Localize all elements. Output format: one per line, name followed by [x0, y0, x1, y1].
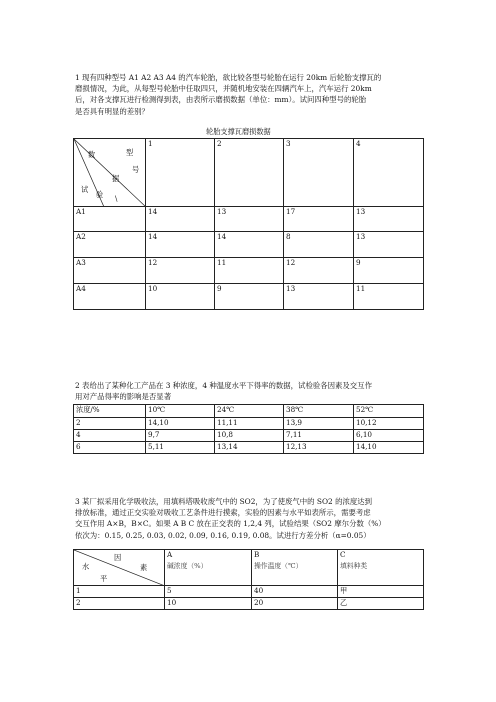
table-row — [74, 284, 424, 310]
table-cell: 10 — [165, 598, 252, 610]
corner-label: 据 — [112, 174, 120, 183]
q3-line: 交互作用 A×B，B×C。如果 A B C 放在正交表的 1,2,4 列，试验结果（SO2 摩尔分数（%） — [75, 519, 386, 529]
table-2-header: 38℃ — [284, 405, 354, 418]
table-cell: 10 — [146, 284, 215, 310]
table-cell: 12 — [284, 258, 354, 284]
factor-letter: A — [167, 550, 173, 559]
table-cell: 10,8 — [215, 430, 284, 442]
yield-table — [73, 404, 424, 454]
table-2-header: 浓度/% — [74, 405, 146, 418]
table-row — [74, 430, 424, 442]
corner-label: 平 — [100, 574, 108, 583]
table-cell: 10,12 — [354, 418, 424, 430]
table-cell: 13 — [215, 207, 284, 232]
corner-label: \ — [115, 194, 118, 203]
table-row — [74, 598, 424, 610]
q1-line: 是否具有明显的差别？ — [75, 106, 149, 116]
table-3-header — [165, 550, 252, 586]
factor-desc: 碱浓度（%） — [167, 562, 208, 570]
corner-label: 试 — [81, 185, 89, 194]
factor-letter: B — [254, 550, 260, 559]
corner-label: 号 — [132, 165, 140, 174]
row-label: A3 — [74, 258, 146, 284]
table-cell: 13,14 — [215, 442, 284, 454]
table-1-header: 1 — [146, 139, 215, 207]
table-cell: 14,10 — [146, 418, 215, 430]
corner-label: 因 — [114, 553, 122, 562]
table-cell: 2 — [74, 598, 165, 610]
question-3-text — [75, 496, 425, 541]
table-cell: 9 — [215, 284, 284, 310]
table-2-header: 52℃ — [354, 405, 424, 418]
q2-line: 2 表给出了某种化工产品在 3 种浓度，4 种温度水平下得率的数据，试检验各因素及交互作 — [75, 381, 372, 390]
q3-line: 排放标准，通过正交实验对吸收工艺条件进行摸索，实验的因素与水平如表所示，需要考虑 — [75, 508, 371, 518]
table-cell: 5,11 — [146, 442, 215, 454]
table-1-caption: 轮胎支撑瓦磨损数据 — [206, 127, 271, 136]
table-cell: 13 — [354, 207, 424, 232]
table-3-header — [338, 550, 424, 586]
table-cell: 13 — [354, 232, 424, 258]
row-label: A4 — [74, 284, 146, 310]
table-row — [74, 232, 424, 258]
table-2-header: 24℃ — [215, 405, 284, 418]
table-row — [74, 207, 424, 232]
table-cell: 12,13 — [284, 442, 354, 454]
table-cell: 8 — [284, 232, 354, 258]
table-cell: 14 — [146, 207, 215, 232]
corner-label: 数 — [88, 150, 96, 159]
table-cell: 11 — [354, 284, 424, 310]
table-1-header: 3 — [284, 139, 354, 207]
table-cell: 40 — [252, 586, 338, 598]
table-cell: 7,11 — [284, 430, 354, 442]
table-row — [74, 258, 424, 284]
table-cell: 1 — [74, 586, 165, 598]
table-cell: 6,10 — [354, 430, 424, 442]
q3-line: 3 某厂拟采用化学吸收法，用填料塔吸收废气中的 SO2，为了使废气中的 SO2 的浓度达到 — [75, 497, 373, 506]
tire-wear-table — [73, 138, 424, 310]
table-cell: 11 — [215, 258, 284, 284]
row-label: A2 — [74, 232, 146, 258]
q1-line: 1 现有四种型号 A1 A2 A3 A4 的汽车轮胎，欲比较各型号轮胎在运行 20km 后轮胎支撑瓦的 — [75, 73, 382, 82]
table-2-header: 10℃ — [146, 405, 215, 418]
row-label: A1 — [74, 207, 146, 232]
corner-label: 型 — [126, 148, 134, 157]
table-cell: 14 — [215, 232, 284, 258]
corner-label: 水 — [82, 562, 90, 571]
table-1-header: 4 — [354, 139, 424, 207]
q1-line: 后，对各支撑瓦进行检测得到表，由表所示磨损数据（单位：mm）。试问四种型号的轮胎 — [75, 95, 367, 105]
table-cell: 9,7 — [146, 430, 215, 442]
table-row — [74, 418, 424, 430]
corner-label: 验 — [96, 190, 104, 199]
corner-label: 素 — [140, 563, 148, 572]
table-cell: 13,9 — [284, 418, 354, 430]
table-3-header — [252, 550, 338, 586]
table-row — [74, 442, 424, 454]
table-cell: 甲 — [338, 586, 424, 598]
question-2-text — [75, 380, 425, 402]
table-cell: 2 — [74, 418, 146, 430]
q1-line: 磨损情况，为此，从每型号轮胎中任取四只，并随机地安装在四辆汽车上，汽车运行 20km — [75, 84, 372, 94]
table-1-header: 2 — [215, 139, 284, 207]
table-cell: 14,10 — [354, 442, 424, 454]
table-3-corner-cell — [74, 550, 165, 586]
table-cell: 11,11 — [215, 418, 284, 430]
table-cell: 13 — [284, 284, 354, 310]
table-cell: 20 — [252, 598, 338, 610]
factor-desc: 填料种类 — [340, 562, 368, 570]
table-1-corner-cell — [74, 139, 146, 207]
question-1-text — [75, 72, 425, 117]
table-cell: 9 — [354, 258, 424, 284]
table-cell: 14 — [146, 232, 215, 258]
factor-letter: C — [340, 550, 346, 559]
table-row — [74, 586, 424, 598]
factor-desc: 操作温度（℃） — [254, 562, 303, 570]
table-cell: 乙 — [338, 598, 424, 610]
table-cell: 17 — [284, 207, 354, 232]
table-cell: 12 — [146, 258, 215, 284]
factor-level-table — [73, 549, 424, 610]
table-cell: 6 — [74, 442, 146, 454]
q3-line: 依次为：0.15, 0.25, 0.03, 0.02, 0.09, 0.16, 0.19, 0.08。试进行方差分析（α=0.05） — [75, 530, 371, 540]
q2-line: 用对产品得率的影响是否显著 — [75, 392, 172, 402]
table-cell: 5 — [165, 586, 252, 598]
table-cell: 4 — [74, 430, 146, 442]
